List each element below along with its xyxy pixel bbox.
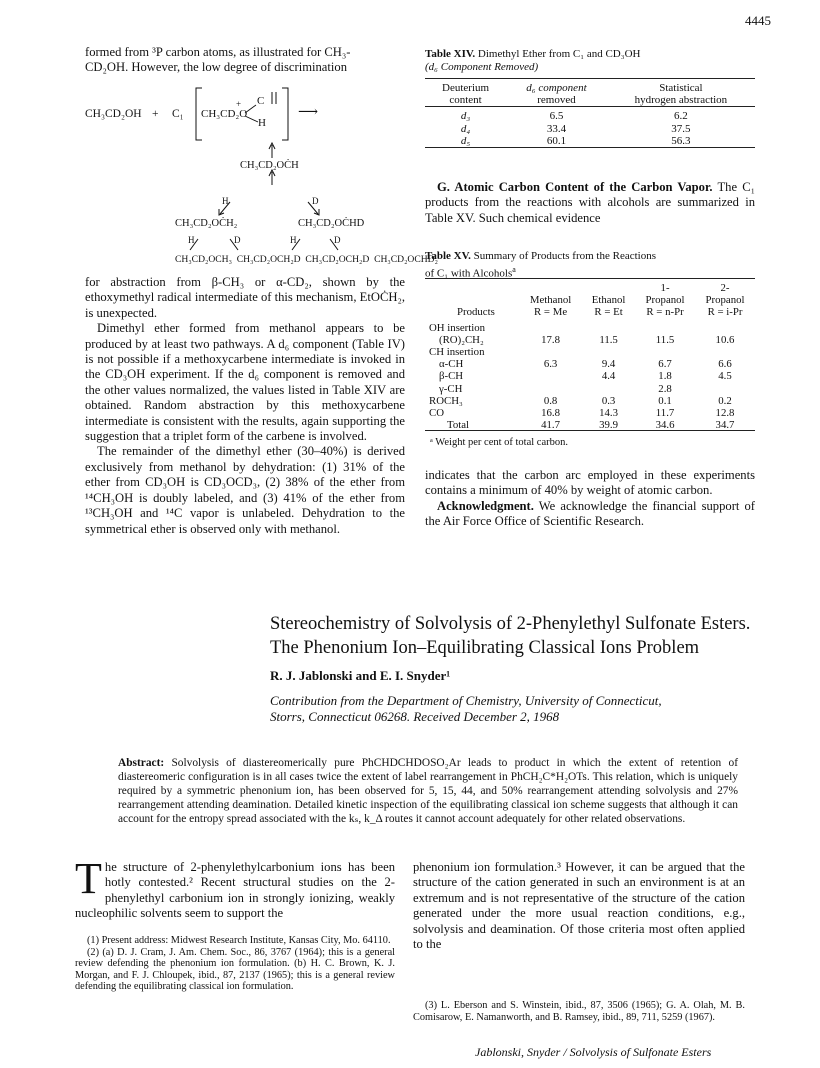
table-cell <box>582 319 635 334</box>
abstract-label: Abstract: <box>118 757 165 769</box>
scheme-ylide-c: C <box>257 95 265 107</box>
table-header-cell: Products <box>457 306 495 319</box>
table-cell: 16.8 <box>541 407 561 420</box>
table-cell: 6.6 <box>718 358 732 371</box>
table-cell: 0.1 <box>658 394 672 407</box>
table-cell: ROCH₃ <box>429 394 463 407</box>
table-row <box>425 107 755 123</box>
table-cell: d₅ <box>460 134 471 147</box>
table-header-cell: Deuterium content <box>442 82 490 107</box>
table-cell <box>695 383 755 395</box>
page-footer: Jablonski, Snyder / Solvolysis of Sulfonate Esters <box>475 1045 712 1059</box>
table14-title: Dimethyl Ether from C₁ and CD₃OH <box>477 48 641 60</box>
section-g <box>425 180 755 226</box>
table-cell: 10.6 <box>715 333 735 346</box>
left-para-1: for abstraction from β-CH₃ or α-CD₂, shown by the ethoxymethyl radical intermediate of this mechanism, EtOĊH₂, is unexpected. <box>85 275 405 320</box>
section-g-text: The C₁ products from the reactions with alcohols are summarized in Table XV. Such chemical evidence <box>425 180 755 225</box>
table-header-cell: d₆ component removed <box>526 82 587 107</box>
table-cell: 11.5 <box>599 333 618 346</box>
table-cell: CO <box>429 407 444 420</box>
table-row <box>425 358 755 370</box>
table15-bottom-rule <box>425 430 755 431</box>
footnotes-left <box>75 935 395 993</box>
table-cell: γ-CH <box>439 382 463 395</box>
table-cell: OH insertion <box>429 321 486 334</box>
table-cell: 6.2 <box>674 110 688 123</box>
table15-note-mark: a <box>512 265 516 274</box>
scheme-h-label-3: H <box>290 235 297 245</box>
table-cell: 2.8 <box>658 382 672 395</box>
table-cell: 1.8 <box>658 370 672 383</box>
table-cell: d₃ <box>460 110 471 123</box>
scheme-d-label-1: D <box>312 196 319 206</box>
table-cell <box>635 346 695 358</box>
footnotes-right <box>413 1000 745 1023</box>
scheme-carbon: C₁ <box>172 108 184 120</box>
left-para-2: Dimethyl ether formed from methanol appears to be produced by at least two pathways. A d₆ component (Table IV) is not possible if a methoxycarbene intermediate is invoked in the CD₃OH experiment. If the d₆ component is removed and the other values normalized, the values listed in Table XIV are obtained. Random abstraction by this methoxycarbene intermediate is consistent with the results, again supporting the suggestion that a triplet form of the carbene is involved. <box>85 321 405 444</box>
footnote-2: (2) (a) D. J. Cram, J. Am. Chem. Soc., 86, 3767 (1964); this is a general review defending the phenonium ion formulation. (b) H. C. Brown, K. J. Morgan, and F. J. Chloupek, ibid., 87, 2137 (1965); this is a general review defending the equilibrating classical ion formulation. <box>75 946 395 993</box>
table-bottom-rule <box>425 148 755 149</box>
table15-label: Table XV. <box>425 250 471 262</box>
table15-caption <box>425 250 755 281</box>
affil-line-2: Storrs, Connecticut 06268. Received December 2, 1968 <box>270 709 560 724</box>
table-header-row <box>425 79 755 107</box>
section-g-heading: G. Atomic Carbon Content of the Carbon Vapor. <box>437 180 713 194</box>
table-header-cell: Statistical hydrogen abstraction <box>634 82 728 107</box>
scheme-bracket-content: CH₃CD₂O <box>201 108 248 120</box>
table-header-row <box>425 279 755 319</box>
article-body-right <box>413 860 745 952</box>
table-cell: 6.7 <box>658 358 672 371</box>
table-cell <box>695 346 755 358</box>
scheme-product-left: CH₃CD₂OĊH₂ <box>175 218 238 229</box>
table-cell: 14.3 <box>599 407 619 420</box>
table-cell: 0.2 <box>718 394 732 407</box>
table14 <box>425 78 755 148</box>
table-cell: 34.6 <box>655 419 675 432</box>
table15-title: Summary of Products from the Reactions <box>473 250 656 262</box>
article-affiliation <box>270 693 790 725</box>
table15-body <box>425 319 755 432</box>
left-body <box>85 275 405 537</box>
scheme-h-label-1: H <box>222 196 229 206</box>
page-number: 4445 <box>745 13 771 28</box>
table-cell: d₄ <box>460 122 471 135</box>
table-cell <box>635 319 695 334</box>
table-cell: 4.5 <box>718 370 732 383</box>
table15 <box>425 278 755 431</box>
intro-line-1: formed from ³P carbon atoms, as illustrated for CH₃- <box>85 45 351 59</box>
article-title <box>270 612 790 660</box>
table-cell <box>519 346 582 358</box>
table15-subtitle: of C₁ with Alcohols <box>425 267 513 280</box>
intro-line-2: CD₂OH. However, the low degree of discrimination <box>85 60 347 75</box>
footnote-1: (1) Present address: Midwest Research Institute, Kansas City, Mo. 64110. <box>87 935 391 946</box>
table-cell <box>582 383 635 395</box>
scheme-arrow: ⟶ <box>298 105 319 120</box>
table14-subtitle: (d₆ Component Removed) <box>425 61 539 73</box>
title-line-2: The Phenonium Ion–Equilibrating Classical Ions Problem <box>270 638 700 658</box>
table-row <box>425 395 755 407</box>
table-cell: 9.4 <box>601 358 616 371</box>
scheme-final-products: CH₃CD₂OCH₃ CH₃CD₂OCH₂D CH₃CD₂OCH₂D CH₃CD₂OCHD₂ <box>175 254 438 265</box>
table-cell <box>695 319 755 334</box>
left-para-3: The remainder of the dimethyl ether (30–40%) is derived exclusively from methanol by dehydration: (1) 31% of the ether from CD₃OH is CD₃OCD₃, (2) 38% of the ether from ¹⁴CH₃OH is doubly labeled, and (3) 41% of the ether from ¹³CH₃OH and ¹⁴C vapor is unlabeled. Dehydration to the symmetrical ether is observed only with methanol. <box>85 444 405 536</box>
table-row <box>425 383 755 395</box>
body-right-text: phenonium ion formulation.³ However, it can be argued that the structure of the cation generated in such an environment is at an extremum and is not representative of the structure of the cation generated under the more usual reaction conditions, e.g., solvolysis and deamination. Of those criteria most often applied to the <box>413 860 745 952</box>
table-cell: 41.7 <box>541 419 561 432</box>
affil-line-1: Contribution from the Department of Chemistry, University of Connecticut, <box>270 693 662 708</box>
abstract-text: Solvolysis of diastereomerically pure PhCHDCHDOSO₂Ar leads to product in which the extent of retention of diastereomeric configuration is in all cases twice the extent of label rearrangement in PhCH₂C*H₂OTs. This relation, which is uniquely required by a symmetric phenonium ion, has been observed for 5, 15, 44, and 50% rearrangement attending solvolysis and 27% rearrangement attending deamination. Detailed kinetic inspection of the equilibrating classical ion scheme suggests that although it can account for the entropy spread associated with the kₛ, k_Δ routes it cannot account adequately for other related observations. <box>118 757 738 825</box>
title-line-1: Stereochemistry of Solvolysis of 2-Phenylethyl Sulfonate Esters. <box>270 614 751 634</box>
table-cell: 56.3 <box>671 134 691 147</box>
scheme-plus: + <box>152 108 159 120</box>
table-cell: 11.7 <box>655 407 675 420</box>
table-header-cell: 2- Propanol R = i-Pr <box>705 282 745 319</box>
table-cell: 6.5 <box>549 110 564 123</box>
footnote-3: (3) L. Eberson and S. Winstein, ibid., 87, 3506 (1965); G. A. Olah, M. B. Comisarow, E. Namanworth, and B. Ramsey, ibid., 89, 711, 5259 (1967). <box>413 1000 745 1023</box>
article-body-left <box>75 854 395 922</box>
table-cell: (RO)₂CH₂ <box>439 333 484 346</box>
table-row <box>425 370 755 382</box>
table-cell: 0.8 <box>543 394 558 407</box>
table-header-cell: Ethanol R = Et <box>591 294 626 319</box>
table-header-cell: 1- Propanol R = n-Pr <box>645 282 685 319</box>
scheme-intermediate: CH₃CD₂OĊH <box>240 160 299 171</box>
ack-label: Acknowledgment. <box>437 498 534 513</box>
table14-caption <box>425 48 755 74</box>
right-para-1: indicates that the carbon arc employed in these experiments contains a minimum of 40% by weight of atomic carbon. <box>425 468 755 498</box>
table-cell <box>582 346 635 358</box>
scheme-d-label-3: D <box>334 235 341 245</box>
table-cell: 4.4 <box>601 370 616 383</box>
table-cell: 11.5 <box>655 333 675 346</box>
table-cell <box>519 370 582 382</box>
table-row <box>425 319 755 334</box>
table-cell: 0.3 <box>601 394 616 407</box>
article-authors: R. J. Jablonski and E. I. Snyder¹ <box>270 668 451 683</box>
scheme-h-label-2: H <box>188 235 195 245</box>
table-row <box>425 407 755 419</box>
body-left-text: he structure of 2-phenylethylcarbonium ions has been hotly contested.² Recent structural studies on the 2-phenylethyl carbonium ion in strongly ionizing, weakly nucleophilic solvents seem to support the <box>75 860 395 921</box>
scheme-ylide-plus: + <box>236 99 242 109</box>
table-cell <box>519 319 582 334</box>
table-row <box>425 123 755 135</box>
table-header-cell: Methanol R = Me <box>529 294 572 319</box>
table-cell: α-CH <box>439 358 464 371</box>
scheme-product-right: CH₃CD₂OĊHD <box>298 218 365 229</box>
table-cell: 17.8 <box>541 333 561 346</box>
table14-label: Table XIV. <box>425 48 476 60</box>
table-cell: Total <box>447 419 470 432</box>
table-row <box>425 346 755 358</box>
table-cell: 34.7 <box>715 419 735 432</box>
table-cell <box>519 383 582 395</box>
table-cell: 37.5 <box>671 122 691 135</box>
table-row <box>425 334 755 346</box>
table-cell: 60.1 <box>546 134 567 147</box>
table-cell: β-CH <box>439 370 464 383</box>
right-body <box>425 468 755 530</box>
table-cell: 33.4 <box>546 122 567 135</box>
scheme-reactant: CH₃CD₂OH <box>85 108 142 120</box>
scheme-d-label-2: D <box>234 235 241 245</box>
drop-cap: T <box>75 854 102 903</box>
table-cell: 6.3 <box>543 358 558 371</box>
table-row <box>425 135 755 148</box>
table-cell: CH insertion <box>429 346 485 359</box>
table-cell: 12.8 <box>715 407 735 420</box>
table-cell: 39.9 <box>599 419 619 432</box>
table15-footnote: ᵃ Weight per cent of total carbon. <box>430 437 568 448</box>
article-abstract <box>118 756 738 826</box>
scheme-ylide-h: H <box>258 117 266 129</box>
ack-text: We acknowledge the financial support of the Air Force Office of Scientific Research. <box>425 498 755 529</box>
